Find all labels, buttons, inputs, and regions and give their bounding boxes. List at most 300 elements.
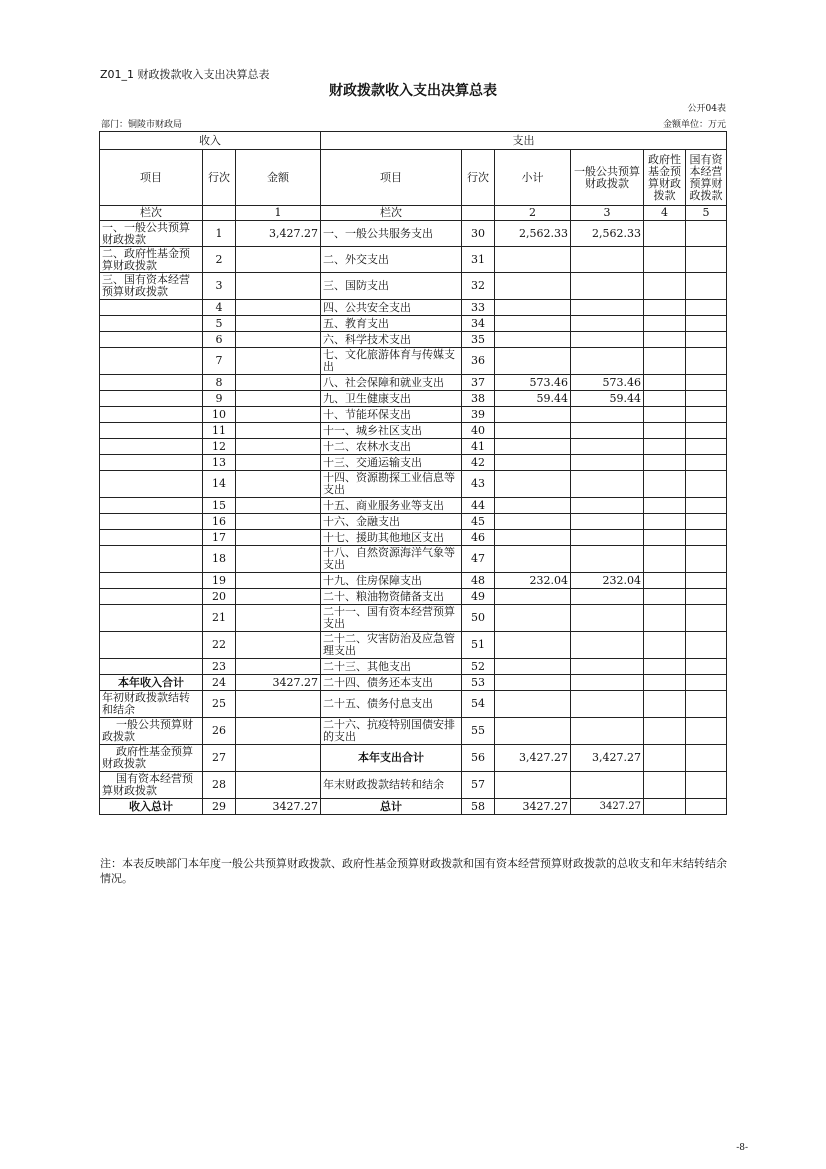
table-row [100,332,727,348]
income-item-cell [100,455,203,471]
income-amount-cell [236,273,321,300]
subtotal-cell [495,332,571,348]
expense-item-cell: 二十、粮油物资储备支出 [321,589,462,605]
subtotal-cell [495,498,571,514]
gov-fund-cell [644,332,686,348]
gov-fund-cell [644,632,686,659]
subtotal-cell [495,407,571,423]
expense-item-cell: 十六、金融支出 [321,514,462,530]
column-header-row [100,150,727,206]
income-amount-cell [236,632,321,659]
state-capital-cell [686,659,727,675]
general-budget-cell [571,691,644,718]
income-item-cell [100,332,203,348]
expense-item-cell: 十一、城乡社区支出 [321,423,462,439]
gov-fund-cell [644,247,686,273]
income-amount-cell [236,471,321,498]
state-capital-cell [686,455,727,471]
income-row-no-cell: 5 [203,316,236,332]
income-row-no-cell: 11 [203,423,236,439]
subtotal-cell [495,273,571,300]
table-row [100,247,727,273]
expense-item-cell: 十二、农林水支出 [321,439,462,455]
gov-fund-cell [644,439,686,455]
table-row [100,546,727,573]
income-amount-cell: 3,427.27 [236,221,321,247]
state-capital-cell [686,423,727,439]
general-budget-cell [571,514,644,530]
income-row-no-cell: 13 [203,455,236,471]
income-row-no-cell: 9 [203,391,236,407]
state-capital-cell [686,348,727,375]
subtotal-cell [495,530,571,546]
general-budget-cell [571,589,644,605]
income-item-cell: 一般公共预算财政拨款 [100,718,203,745]
table-row [100,799,727,815]
expense-row-no-cell: 55 [462,718,495,745]
gov-fund-cell [644,423,686,439]
subtotal-cell: 2,562.33 [495,221,571,247]
expense-item-cell: 七、文化旅游体育与传媒支出 [321,348,462,375]
general-budget-cell: 59.44 [571,391,644,407]
income-row-no-cell: 7 [203,348,236,375]
state-capital-cell [686,546,727,573]
income-amount-cell [236,455,321,471]
table-row [100,423,727,439]
col-header-amount: 金额 [236,150,321,206]
expense-item-cell: 十五、商业服务业等支出 [321,498,462,514]
empty-cell [462,206,495,221]
state-capital-cell [686,273,727,300]
expense-row-no-cell: 50 [462,605,495,632]
income-row-no-cell: 3 [203,273,236,300]
gov-fund-cell [644,316,686,332]
expense-row-no-cell: 31 [462,247,495,273]
general-budget-cell: 232.04 [571,573,644,589]
income-item-cell [100,546,203,573]
expense-row-no-cell: 53 [462,675,495,691]
income-amount-cell: 3427.27 [236,675,321,691]
subtotal-cell [495,348,571,375]
state-capital-cell [686,391,727,407]
page-title: 财政拨款收入支出决算总表 [329,83,497,99]
general-budget-cell: 2,562.33 [571,221,644,247]
general-budget-cell [571,300,644,316]
table-row [100,348,727,375]
general-budget-cell [571,407,644,423]
subtotal-cell [495,439,571,455]
expense-row-no-cell: 44 [462,498,495,514]
expense-row-no-cell: 56 [462,745,495,772]
income-amount-cell [236,514,321,530]
expense-row-no-cell: 35 [462,332,495,348]
general-budget-cell [571,659,644,675]
table-row [100,718,727,745]
income-amount-cell [236,498,321,514]
expense-row-no-cell: 40 [462,423,495,439]
gov-fund-cell [644,221,686,247]
income-item-cell: 本年收入合计 [100,675,203,691]
gov-fund-cell [644,573,686,589]
expense-item-cell: 三、国防支出 [321,273,462,300]
subtotal-cell [495,632,571,659]
gov-fund-cell [644,471,686,498]
table-row [100,691,727,718]
income-amount-cell [236,659,321,675]
income-item-cell: 一、一般公共预算财政拨款 [100,221,203,247]
income-amount-cell [236,573,321,589]
state-capital-cell [686,316,727,332]
report-code: Z01_1 财政拨款收入支出决算总表 [100,68,270,81]
expense-item-cell: 二、外交支出 [321,247,462,273]
general-budget-cell [571,675,644,691]
subtotal-cell [495,589,571,605]
gov-fund-cell [644,675,686,691]
gov-fund-cell [644,799,686,815]
expense-row-no-cell: 42 [462,455,495,471]
general-budget-cell [571,605,644,632]
expense-item-cell: 八、社会保障和就业支出 [321,375,462,391]
general-budget-cell [571,439,644,455]
income-row-no-cell: 8 [203,375,236,391]
table-row [100,675,727,691]
state-capital-cell [686,605,727,632]
state-capital-cell [686,718,727,745]
income-row-no-cell: 6 [203,332,236,348]
gov-fund-cell [644,605,686,632]
income-item-cell [100,589,203,605]
table-row [100,221,727,247]
table-row [100,439,727,455]
income-item-cell: 收入总计 [100,799,203,815]
table-row [100,471,727,498]
gov-fund-cell [644,455,686,471]
state-capital-cell [686,799,727,815]
income-item-cell [100,498,203,514]
col-header-expense-item: 项目 [321,150,462,206]
subtotal-cell [495,659,571,675]
general-budget-cell: 3,427.27 [571,745,644,772]
subtotal-cell [495,247,571,273]
state-capital-cell [686,471,727,498]
income-amount-cell [236,691,321,718]
state-capital-cell [686,573,727,589]
expense-item-cell: 年末财政拨款结转和结余 [321,772,462,799]
column-index-4: 4 [644,206,686,221]
col-header-general-budget: 一般公共预算财政拨款 [571,150,644,206]
table-row [100,573,727,589]
expense-item-cell: 二十一、国有资本经营预算支出 [321,605,462,632]
expense-row-no-cell: 33 [462,300,495,316]
gov-fund-cell [644,546,686,573]
state-capital-cell [686,691,727,718]
income-row-no-cell: 28 [203,772,236,799]
gov-fund-cell [644,659,686,675]
income-row-no-cell: 19 [203,573,236,589]
col-header-state-capital: 国有资本经营预算财政拨款 [686,150,727,206]
income-row-no-cell: 16 [203,514,236,530]
expense-item-cell: 十八、自然资源海洋气象等支出 [321,546,462,573]
income-row-no-cell: 17 [203,530,236,546]
income-item-cell [100,530,203,546]
column-index-5: 5 [686,206,727,221]
expense-row-no-cell: 52 [462,659,495,675]
general-budget-cell [571,772,644,799]
table-row [100,514,727,530]
state-capital-cell [686,221,727,247]
income-item-cell: 年初财政拨款结转和结余 [100,691,203,718]
subtotal-cell [495,718,571,745]
expense-item-cell: 二十三、其他支出 [321,659,462,675]
table-row [100,375,727,391]
income-item-cell [100,375,203,391]
income-row-no-cell: 25 [203,691,236,718]
subtotal-cell [495,455,571,471]
subtotal-cell [495,514,571,530]
col-header-gov-fund: 政府性基金预算财政拨款 [644,150,686,206]
gov-fund-cell [644,348,686,375]
general-budget-cell [571,348,644,375]
state-capital-cell [686,514,727,530]
table-row [100,273,727,300]
gov-fund-cell [644,391,686,407]
column-index-2: 2 [495,206,571,221]
expense-item-cell: 九、卫生健康支出 [321,391,462,407]
expense-row-no-cell: 34 [462,316,495,332]
income-row-no-cell: 26 [203,718,236,745]
general-budget-cell [571,273,644,300]
form-number: 公开04表 [687,104,726,114]
state-capital-cell [686,300,727,316]
col-header-item: 项目 [100,150,203,206]
income-row-no-cell: 2 [203,247,236,273]
expense-row-no-cell: 32 [462,273,495,300]
empty-cell [203,206,236,221]
column-index-label: 栏次 [100,206,203,221]
subtotal-cell [495,316,571,332]
state-capital-cell [686,772,727,799]
income-row-no-cell: 14 [203,471,236,498]
expense-row-no-cell: 38 [462,391,495,407]
expense-row-no-cell: 48 [462,573,495,589]
expense-row-no-cell: 49 [462,589,495,605]
general-budget-cell [571,718,644,745]
state-capital-cell [686,675,727,691]
general-budget-cell [571,316,644,332]
income-row-no-cell: 1 [203,221,236,247]
state-capital-cell [686,530,727,546]
income-amount-cell [236,300,321,316]
table-row [100,391,727,407]
expense-row-no-cell: 46 [462,530,495,546]
income-row-no-cell: 12 [203,439,236,455]
income-amount-cell [236,423,321,439]
income-row-no-cell: 22 [203,632,236,659]
subtotal-cell [495,605,571,632]
expense-item-cell: 四、公共安全支出 [321,300,462,316]
income-row-no-cell: 23 [203,659,236,675]
income-item-cell [100,659,203,675]
col-header-row-no: 行次 [203,150,236,206]
expense-row-no-cell: 57 [462,772,495,799]
state-capital-cell [686,247,727,273]
subtotal-cell [495,471,571,498]
subtotal-cell [495,546,571,573]
income-amount-cell [236,391,321,407]
state-capital-cell [686,439,727,455]
expense-item-cell: 总计 [321,799,462,815]
general-budget-cell [571,546,644,573]
income-amount-cell [236,348,321,375]
income-row-no-cell: 27 [203,745,236,772]
general-budget-cell: 573.46 [571,375,644,391]
general-budget-cell [571,498,644,514]
expense-group-header: 支出 [321,132,727,150]
income-item-cell [100,605,203,632]
income-amount-cell: 3427.27 [236,799,321,815]
table-row [100,498,727,514]
gov-fund-cell [644,691,686,718]
col-header-subtotal: 小计 [495,150,571,206]
table-row [100,772,727,799]
group-header-row [100,132,727,150]
expense-row-no-cell: 41 [462,439,495,455]
subtotal-cell: 3427.27 [495,799,571,815]
gov-fund-cell [644,514,686,530]
expense-row-no-cell: 51 [462,632,495,659]
state-capital-cell [686,375,727,391]
expense-item-cell: 十九、住房保障支出 [321,573,462,589]
income-item-cell: 三、国有资本经营预算财政拨款 [100,273,203,300]
subtotal-cell [495,300,571,316]
income-row-no-cell: 18 [203,546,236,573]
gov-fund-cell [644,300,686,316]
expense-row-no-cell: 54 [462,691,495,718]
income-item-cell: 二、政府性基金预算财政拨款 [100,247,203,273]
expense-item-cell: 六、科学技术支出 [321,332,462,348]
table-row [100,407,727,423]
income-row-no-cell: 29 [203,799,236,815]
column-index-row [100,206,727,221]
table-row [100,745,727,772]
expense-item-cell: 二十六、抗疫特别国债安排的支出 [321,718,462,745]
income-item-cell [100,300,203,316]
income-amount-cell [236,316,321,332]
col-header-expense-row-no: 行次 [462,150,495,206]
subtotal-cell: 3,427.27 [495,745,571,772]
income-amount-cell [236,605,321,632]
income-amount-cell [236,745,321,772]
income-amount-cell [236,375,321,391]
income-amount-cell [236,439,321,455]
income-item-cell [100,407,203,423]
gov-fund-cell [644,530,686,546]
expense-item-cell: 十三、交通运输支出 [321,455,462,471]
subtotal-cell [495,675,571,691]
income-amount-cell [236,546,321,573]
expense-item-cell: 二十四、债务还本支出 [321,675,462,691]
gov-fund-cell [644,745,686,772]
income-item-cell [100,316,203,332]
income-amount-cell [236,772,321,799]
income-item-cell [100,471,203,498]
income-amount-cell [236,332,321,348]
expense-item-cell: 十四、资源勘探工业信息等支出 [321,471,462,498]
department-label: 部门：铜陵市财政局 [101,120,183,130]
income-amount-cell [236,718,321,745]
expense-item-cell: 本年支出合计 [321,745,462,772]
expense-row-no-cell: 30 [462,221,495,247]
budget-table [99,131,727,815]
expense-item-cell: 十七、援助其他地区支出 [321,530,462,546]
general-budget-cell [571,247,644,273]
footnote: 注：本表反映部门本年度一般公共预算财政拨款、政府性基金预算财政拨款和国有资本经营预算财政拨款的总收支和年末结转结余情况。 [100,857,727,885]
gov-fund-cell [644,273,686,300]
state-capital-cell [686,632,727,659]
table-row [100,632,727,659]
table-row [100,316,727,332]
income-row-no-cell: 10 [203,407,236,423]
income-amount-cell [236,247,321,273]
state-capital-cell [686,498,727,514]
general-budget-cell [571,530,644,546]
income-row-no-cell: 24 [203,675,236,691]
gov-fund-cell [644,772,686,799]
expense-row-no-cell: 58 [462,799,495,815]
expense-row-no-cell: 37 [462,375,495,391]
table-row [100,589,727,605]
income-item-cell [100,439,203,455]
state-capital-cell [686,745,727,772]
page-number: -8- [736,1143,748,1153]
expense-item-cell: 二十二、灾害防治及应急管理支出 [321,632,462,659]
expense-row-no-cell: 43 [462,471,495,498]
subtotal-cell: 232.04 [495,573,571,589]
column-index-1: 1 [236,206,321,221]
expense-row-no-cell: 36 [462,348,495,375]
income-item-cell: 国有资本经营预算财政拨款 [100,772,203,799]
table-row [100,605,727,632]
general-budget-cell [571,471,644,498]
income-item-cell [100,632,203,659]
expense-item-cell: 一、一般公共服务支出 [321,221,462,247]
gov-fund-cell [644,498,686,514]
unit-label: 金额单位：万元 [662,120,726,130]
expense-item-cell: 十、节能环保支出 [321,407,462,423]
income-item-cell [100,423,203,439]
general-budget-cell [571,632,644,659]
income-item-cell: 政府性基金预算财政拨款 [100,745,203,772]
gov-fund-cell [644,407,686,423]
table-row [100,530,727,546]
income-amount-cell [236,407,321,423]
subtotal-cell: 573.46 [495,375,571,391]
income-item-cell [100,514,203,530]
general-budget-cell [571,332,644,348]
income-amount-cell [236,589,321,605]
income-item-cell [100,348,203,375]
expense-row-no-cell: 47 [462,546,495,573]
income-row-no-cell: 21 [203,605,236,632]
gov-fund-cell [644,375,686,391]
income-group-header: 收入 [100,132,321,150]
income-row-no-cell: 4 [203,300,236,316]
table-row [100,455,727,471]
table-row [100,300,727,316]
gov-fund-cell [644,718,686,745]
table-row [100,659,727,675]
general-budget-cell [571,423,644,439]
